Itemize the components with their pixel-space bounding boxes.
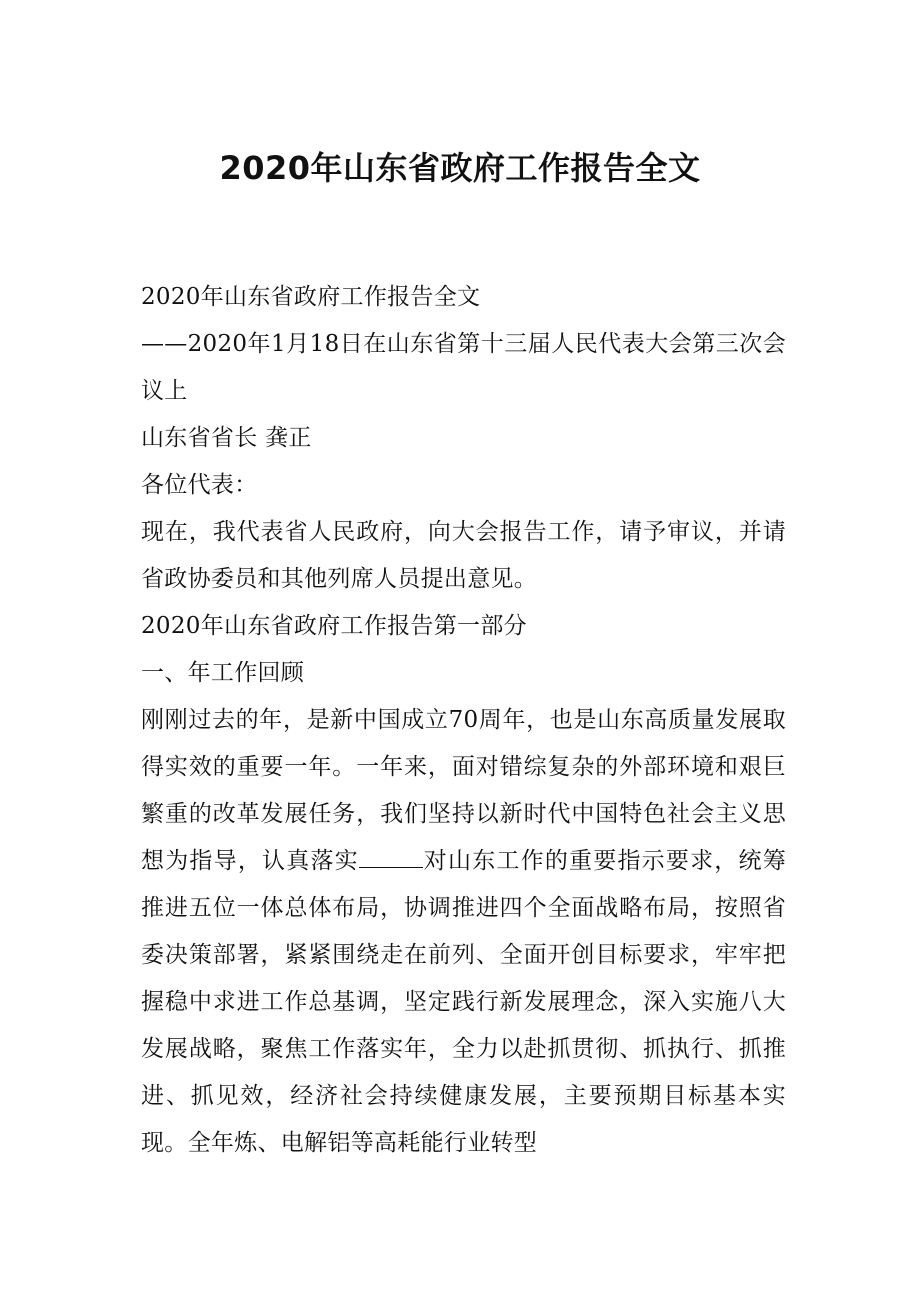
- intro-paragraph: 现在，我代表省人民政府，向大会报告工作，请予审议，并请省政协委员和其他列席人员提出意见。: [141, 519, 786, 592]
- document-title: 2020年山东省政府工作报告全文: [219, 149, 701, 187]
- review-paragraph: [141, 697, 786, 1167]
- review-text-part2: 对山东工作的重要指示要求，统筹推进五位一体总体布局，协调推进四个全面战略布局，按照省委决策部署，紧紧围绕走在前列、全面开创目标要求，牢牢把握稳中求进工作总基调，坚定践行新发展理念，深入实施八大发展战略，聚焦工作落实年，全力以赴抓贯彻、抓执行、抓推进、抓见效，经济社会持续健康发展，主要预期目标基本实现。全年炼、电解铝等高耗能行业转型: [141, 848, 786, 1156]
- salutation-line: 各位代表：: [141, 472, 258, 498]
- section-title: 2020年山东省政府工作报告第一部分: [141, 613, 527, 639]
- heading-line: 2020年山东省政府工作报告全文: [141, 284, 481, 310]
- review-title: 一、年工作回顾: [141, 660, 305, 686]
- review-text-part1: 刚刚过去的年，是新中国成立70周年，也是山东高质量发展取得实效的重要一年。一年来，面对错综复杂的外部环境和艰巨繁重的改革发展任务，我们坚持以新时代中国特色社会主义思想为指导，认真落实: [141, 707, 786, 874]
- blank-underline: [359, 849, 423, 868]
- subtitle-line: ——2020年1月18日在山东省第十三届人民代表大会第三次会议上: [141, 331, 786, 404]
- speaker-line: 山东省省长 龚正: [141, 425, 312, 451]
- document-body: [141, 274, 786, 1167]
